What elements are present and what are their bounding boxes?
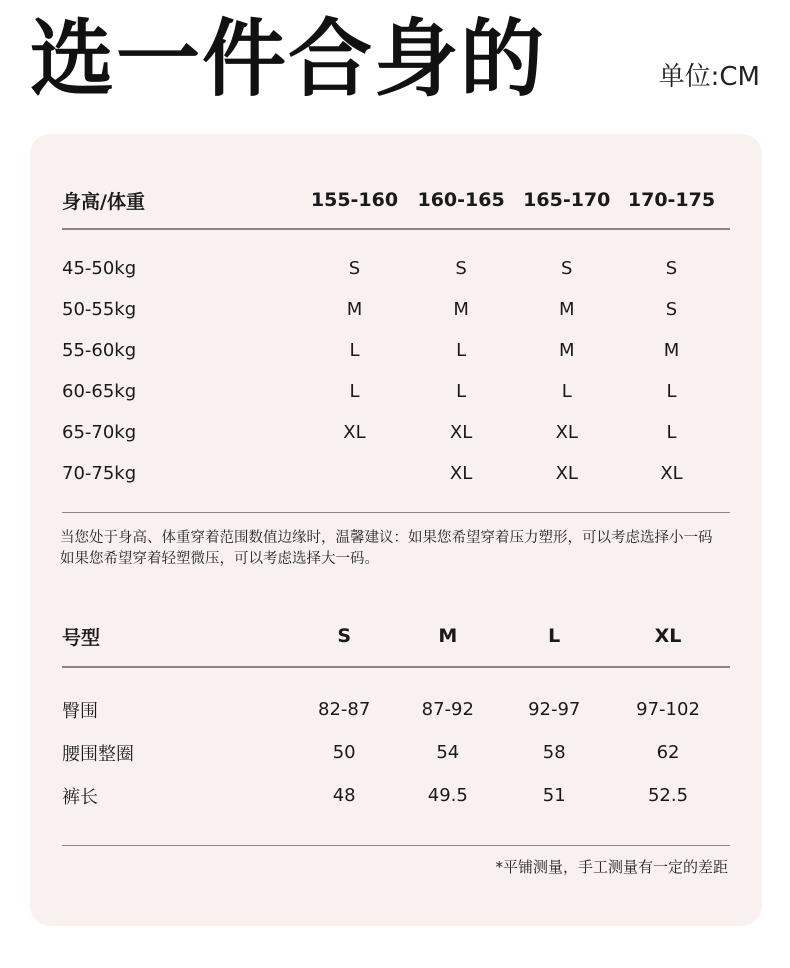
measure-chart-header [62, 618, 730, 654]
note-line: 当您处于身高、体重穿着范围数值边缘时，温馨建议：如果您希望穿着压力塑形，可以考虑选择小一码 [60, 530, 713, 546]
size-cell: XL [555, 463, 578, 484]
measure-value-cell: 87-92 [421, 699, 474, 720]
measure-value-cell: 52.5 [647, 785, 689, 806]
table-row [62, 453, 730, 494]
size-cell: M [346, 299, 363, 320]
table-row [62, 688, 730, 731]
size-cell: S [455, 258, 467, 279]
size-cell: XL [449, 463, 473, 484]
size-cell: XL [555, 422, 578, 443]
header-cell: XL [654, 625, 682, 647]
size-cell: L [456, 340, 467, 361]
note-line: 如果您希望穿着轻塑微压，可以考虑选择大一码。 [60, 551, 379, 567]
table-row [62, 731, 730, 774]
size-cell: XL [660, 463, 683, 484]
table-row [62, 774, 730, 817]
measure-value-cell: 58 [542, 742, 566, 763]
fit-advice-note [60, 528, 740, 570]
header-cell: 165-170 [523, 189, 611, 211]
measure-value-cell: 49.5 [427, 785, 468, 806]
size-cell: S [348, 258, 361, 279]
header-cell: 身高/体重 [62, 190, 145, 213]
table-row [62, 248, 730, 289]
measure-value-cell: 48 [332, 785, 356, 806]
size-chart-header [62, 182, 730, 218]
size-cell: M [559, 299, 575, 320]
weight-cell: 55-60kg [62, 340, 137, 361]
size-chart-table [62, 182, 730, 513]
size-cell: XL [343, 422, 366, 443]
measurement-footnote: *平铺测量，手工测量有一定的差距 [495, 858, 728, 876]
header-cell: L [548, 625, 561, 647]
header-cell: M [438, 625, 458, 647]
size-cell: M [663, 340, 680, 361]
divider [62, 512, 730, 513]
size-guide-card [30, 134, 762, 926]
measure-name-cell: 臀围 [62, 700, 98, 722]
size-cell: L [349, 381, 360, 402]
table-row [62, 289, 730, 330]
size-cell: M [559, 340, 575, 361]
size-cell: L [666, 381, 677, 402]
measure-value-cell: 51 [542, 785, 566, 806]
size-cell: L [666, 422, 677, 443]
measure-value-cell: 62 [656, 742, 680, 763]
unit-label: 单位:CM [658, 62, 760, 92]
size-cell: L [456, 381, 467, 402]
measure-value-cell: 50 [332, 742, 356, 763]
size-cell: L [349, 340, 360, 361]
weight-cell: 45-50kg [62, 258, 137, 279]
size-cell: M [453, 299, 469, 320]
measure-value-cell: 92-97 [528, 699, 581, 720]
size-cell: S [665, 258, 678, 279]
size-cell: S [561, 258, 573, 279]
header-cell: S [337, 625, 352, 647]
size-cell: L [561, 381, 572, 402]
measure-chart-table [62, 618, 730, 846]
table-row [62, 412, 730, 453]
divider [62, 845, 730, 846]
header-cell: 160-165 [417, 189, 505, 211]
page-title: 选一件合身的 [30, 10, 547, 108]
measure-value-cell: 97-102 [636, 699, 700, 720]
measure-name-cell: 腰围整圈 [62, 743, 134, 765]
measure-value-cell: 82-87 [318, 699, 371, 720]
header-cell: 155-160 [310, 189, 399, 211]
size-cell: XL [449, 422, 473, 443]
measure-name-cell: 裤长 [62, 786, 98, 808]
table-row [62, 371, 730, 412]
weight-cell: 60-65kg [62, 381, 137, 402]
header-cell: 170-175 [627, 189, 716, 211]
weight-cell: 50-55kg [62, 299, 137, 320]
weight-cell: 70-75kg [62, 463, 137, 484]
weight-cell: 65-70kg [62, 422, 137, 443]
table-row [62, 330, 730, 371]
header-cell: 号型 [62, 626, 101, 649]
size-cell: S [665, 299, 678, 320]
measure-value-cell: 54 [436, 742, 460, 763]
